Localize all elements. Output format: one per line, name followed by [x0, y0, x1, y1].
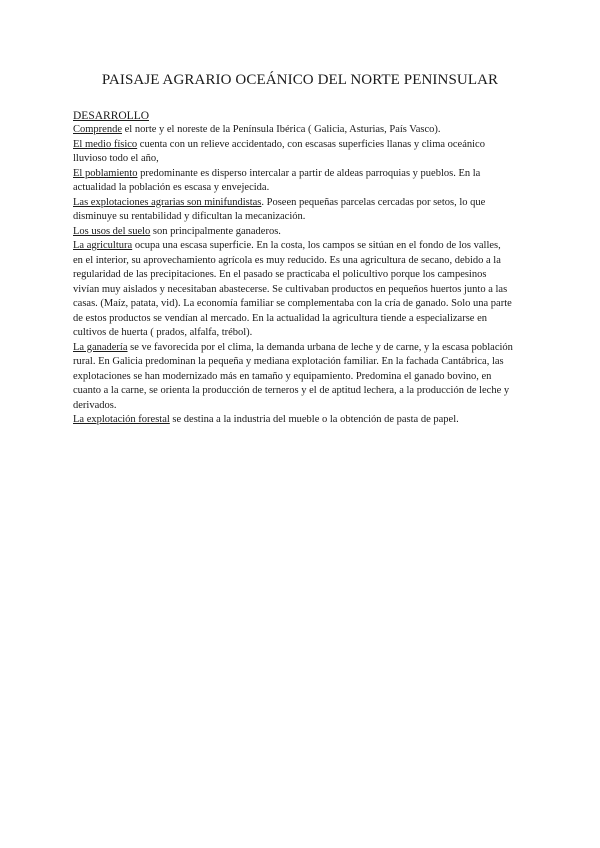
paragraph-lead: El poblamiento — [73, 167, 138, 179]
paragraph-lead: Comprende — [73, 124, 122, 135]
paragraph-text: cuenta con un relieve accidentado, con escasas superficies llanas y clima oceánico lluvioso todo el año, — [73, 138, 485, 164]
paragraph-lead: Las explotaciones agrarias son minifundistas — [73, 196, 262, 208]
document-body — [73, 109, 513, 428]
paragraph-ganaderia — [73, 341, 513, 414]
paragraph-text: son principalmente ganaderos. — [150, 225, 281, 237]
paragraph-lead: Los usos del suelo — [73, 225, 151, 237]
paragraph-agricultura — [73, 239, 513, 341]
paragraph-lead: La agricultura — [73, 240, 133, 251]
paragraph-text: se ve favorecida por el clima, la demanda urbana de leche y de carne, y la escasa población rural. En Galicia predominan la pequeña y mediana explotación familiar. En la fachada Cantábrica, las explotaciones se han modernizado más en tamaño y equipamiento. Predomina el ganado bovino, en cuanto a la carne, se orienta la producción de terneros y el de aptitud lechera, a la producción de leche y derivados. — [73, 341, 513, 411]
paragraph-text: predominante es disperso intercalar a partir de aldeas parroquias y pueblos. En la actualidad la población es escasa y envejecida. — [73, 167, 481, 193]
paragraph-text: ocupa una escasa superficie. En la costa, los campos se sitúan en el fondo de los valles, en el interior, su aprovechamiento agrícola es muy reducido. Es una agricultura de secano, debido a la regularidad de las precipitaciones. En el pasado se practicaba el policultivo porque los campesinos vivían muy aislados y necesitaban abastecerse. Se cultivaban productos en pequeños huertos junto a las casas. (Maíz, patata, vid). La economía familiar se complementaba con la cría de ganado. Solo una parte de estos productos se vendían al mercado. En la actualidad la agricultura tiende a especializarse en cultivos de huerta ( prados, alfalfa, trébol). — [73, 240, 512, 338]
paragraph-text: . Poseen pequeñas parcelas cercadas por setos, lo que disminuye su rentabilidad y dificultan la mecanización. — [73, 196, 486, 222]
paragraph-usos-suelo — [73, 225, 513, 240]
paragraph-text: el norte y el noreste de la Península Ibérica ( Galicia, Asturias, País Vasco). — [122, 124, 441, 135]
paragraph-explotaciones — [73, 196, 513, 225]
paragraph-lead: El medio físico — [73, 138, 138, 150]
section-heading: DESARROLLO — [73, 110, 150, 122]
paragraph-poblamiento — [73, 167, 513, 196]
paragraph-medio-fisico — [73, 138, 513, 167]
paragraph-explotacion-forestal — [73, 413, 513, 428]
paragraph-lead: La ganadería — [73, 341, 128, 353]
paragraph-comprende — [73, 123, 513, 138]
paragraph-lead: La explotación forestal — [73, 414, 170, 425]
paragraph-text: se destina a la industria del mueble o la obtención de pasta de papel. — [169, 414, 459, 425]
document-title: PAISAJE AGRARIO OCEÁNICO DEL NORTE PENINSULAR — [101, 72, 499, 88]
